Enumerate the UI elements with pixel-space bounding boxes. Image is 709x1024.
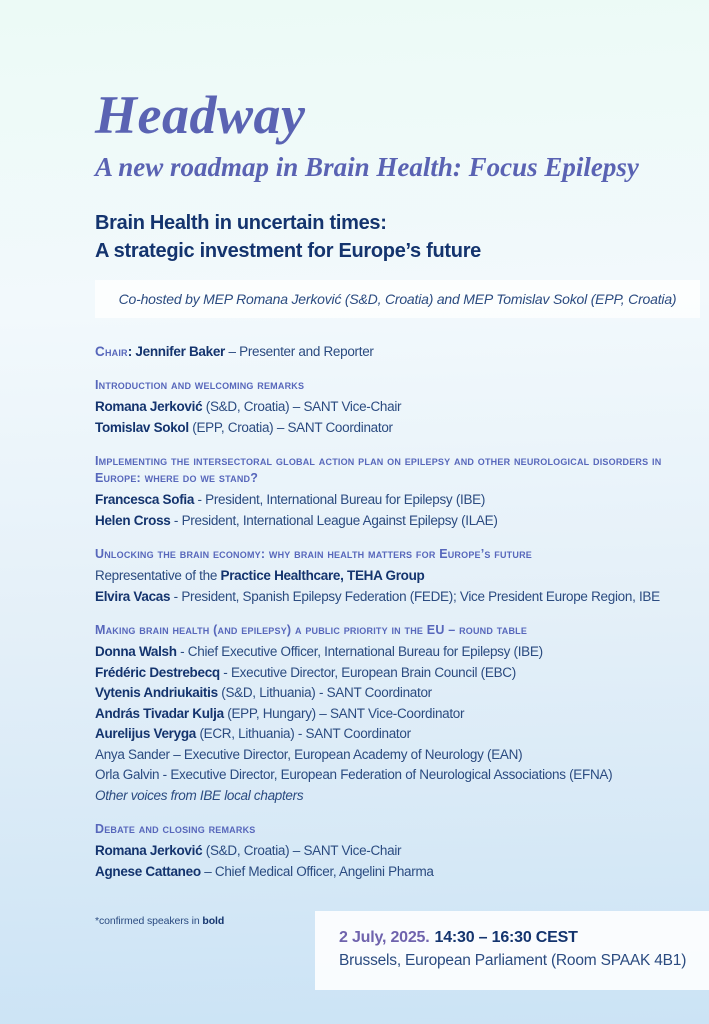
text-segment: - President, International Bureau for Epilepsy (IBE) [194, 492, 486, 508]
text-segment: Helen Cross [95, 512, 171, 528]
venue-datetime [339, 926, 699, 949]
program-line [95, 642, 689, 663]
event-title [95, 209, 689, 265]
section-heading: Debate and closing remarks [95, 822, 256, 837]
text-segment: *confirmed speakers in [95, 915, 203, 928]
program-line [95, 765, 689, 786]
text-segment: : [127, 343, 136, 359]
program-line [95, 566, 689, 587]
event-title-line2: A strategic investment for Europe’s future [95, 239, 481, 262]
program-line [95, 745, 689, 766]
text-segment: Francesca Sofia [95, 492, 195, 508]
venue-location: Brussels, European Parliament (Room SPAAK 4B1) [339, 952, 687, 969]
text-segment: 14:30 – 16:30 CEST [434, 929, 578, 946]
program-line [95, 587, 689, 608]
text-segment: - Executive Director, European Brain Council (EBC) [219, 664, 516, 680]
program-line [95, 704, 689, 725]
text-segment: Chair [95, 343, 128, 359]
section-heading: Unlocking the brain economy: why brain health matters for Europe’s future [95, 547, 532, 562]
program-section [95, 453, 689, 531]
program-section [95, 377, 689, 438]
text-segment: Aurelijus Veryga [95, 726, 196, 742]
section-heading: Introduction and welcoming remarks [95, 378, 305, 393]
program-line [95, 397, 689, 418]
venue-box [315, 911, 709, 990]
text-segment: bold [202, 915, 225, 928]
text-segment: - Chief Executive Officer, International Bureau for Epilepsy (IBE) [176, 644, 543, 660]
text-segment: Practice Healthcare, TEHA Group [220, 568, 425, 584]
text-segment: Agnese Cattaneo [95, 863, 201, 879]
program-sections [95, 377, 689, 882]
section-heading: Implementing the intersectoral global action plan on epilepsy and other neurological disorders in Europe: where do we stand? [95, 454, 662, 486]
text-segment: Anya Sander – Executive Director, European Academy of Neurology (EAN) [95, 746, 523, 762]
cohost-banner [95, 280, 700, 318]
program-section [95, 546, 689, 607]
text-segment: Tomislav Sokol [95, 419, 189, 435]
chair-line [95, 342, 689, 363]
text-segment: (ECR, Lithuania) - SANT Coordinator [196, 726, 411, 742]
program-line [95, 683, 689, 704]
brand-title: Headway [95, 85, 306, 145]
program-section [95, 622, 689, 806]
program-line [95, 786, 689, 807]
text-segment: (EPP, Hungary) – SANT Vice-Coordinator [223, 705, 465, 721]
text-segment: Frédéric Destrebecq [95, 664, 220, 680]
text-segment: (S&D, Croatia) – SANT Vice-Chair [202, 399, 402, 415]
text-segment: Orla Galvin - Executive Director, European Federation of Neurological Associations (EFNA) [95, 767, 613, 783]
text-segment: (EPP, Croatia) – SANT Coordinator [188, 419, 393, 435]
text-segment: Representative of the [95, 568, 221, 584]
text-segment: Other voices from IBE local chapters [95, 787, 304, 803]
text-segment: (S&D, Lithuania) - SANT Coordinator [217, 685, 432, 701]
text-segment: Romana Jerković [95, 843, 203, 859]
text-segment: Romana Jerković [95, 399, 203, 415]
cohost-banner-text: Co-hosted by MEP Romana Jerković (S&D, Croatia) and MEP Tomislav Sokol (EPP, Croatia) [118, 290, 677, 307]
program-section [95, 821, 689, 882]
program-line [95, 418, 689, 439]
program-line [95, 724, 689, 745]
program-line [95, 511, 689, 532]
text-segment: - President, Spanish Epilepsy Federation (FEDE); Vice President Europe Region, IBE [170, 588, 660, 604]
text-segment: Elvira Vacas [95, 588, 171, 604]
program-line [95, 841, 689, 862]
text-segment: (S&D, Croatia) – SANT Vice-Chair [202, 843, 402, 859]
text-segment: 2 July, 2025. [339, 929, 430, 946]
text-segment: – Chief Medical Officer, Angelini Pharma [200, 863, 434, 879]
text-segment: Jennifer Baker [135, 343, 226, 359]
program-line [95, 490, 689, 511]
text-segment: Donna Walsh [95, 644, 177, 660]
program-line [95, 862, 689, 883]
event-title-line1: Brain Health in uncertain times: [95, 211, 387, 234]
text-segment: András Tivadar Kulja [95, 705, 224, 721]
text-segment: - President, International League Against Epilepsy (ILAE) [170, 512, 498, 528]
text-segment: Vytenis Andriukaitis [95, 685, 218, 701]
section-heading: Making brain health (and epilepsy) a public priority in the EU – round table [95, 623, 528, 638]
program-line [95, 663, 689, 684]
brand-subtitle: A new roadmap in Brain Health: Focus Epilepsy [95, 152, 639, 183]
text-segment: – Presenter and Reporter [225, 343, 374, 359]
